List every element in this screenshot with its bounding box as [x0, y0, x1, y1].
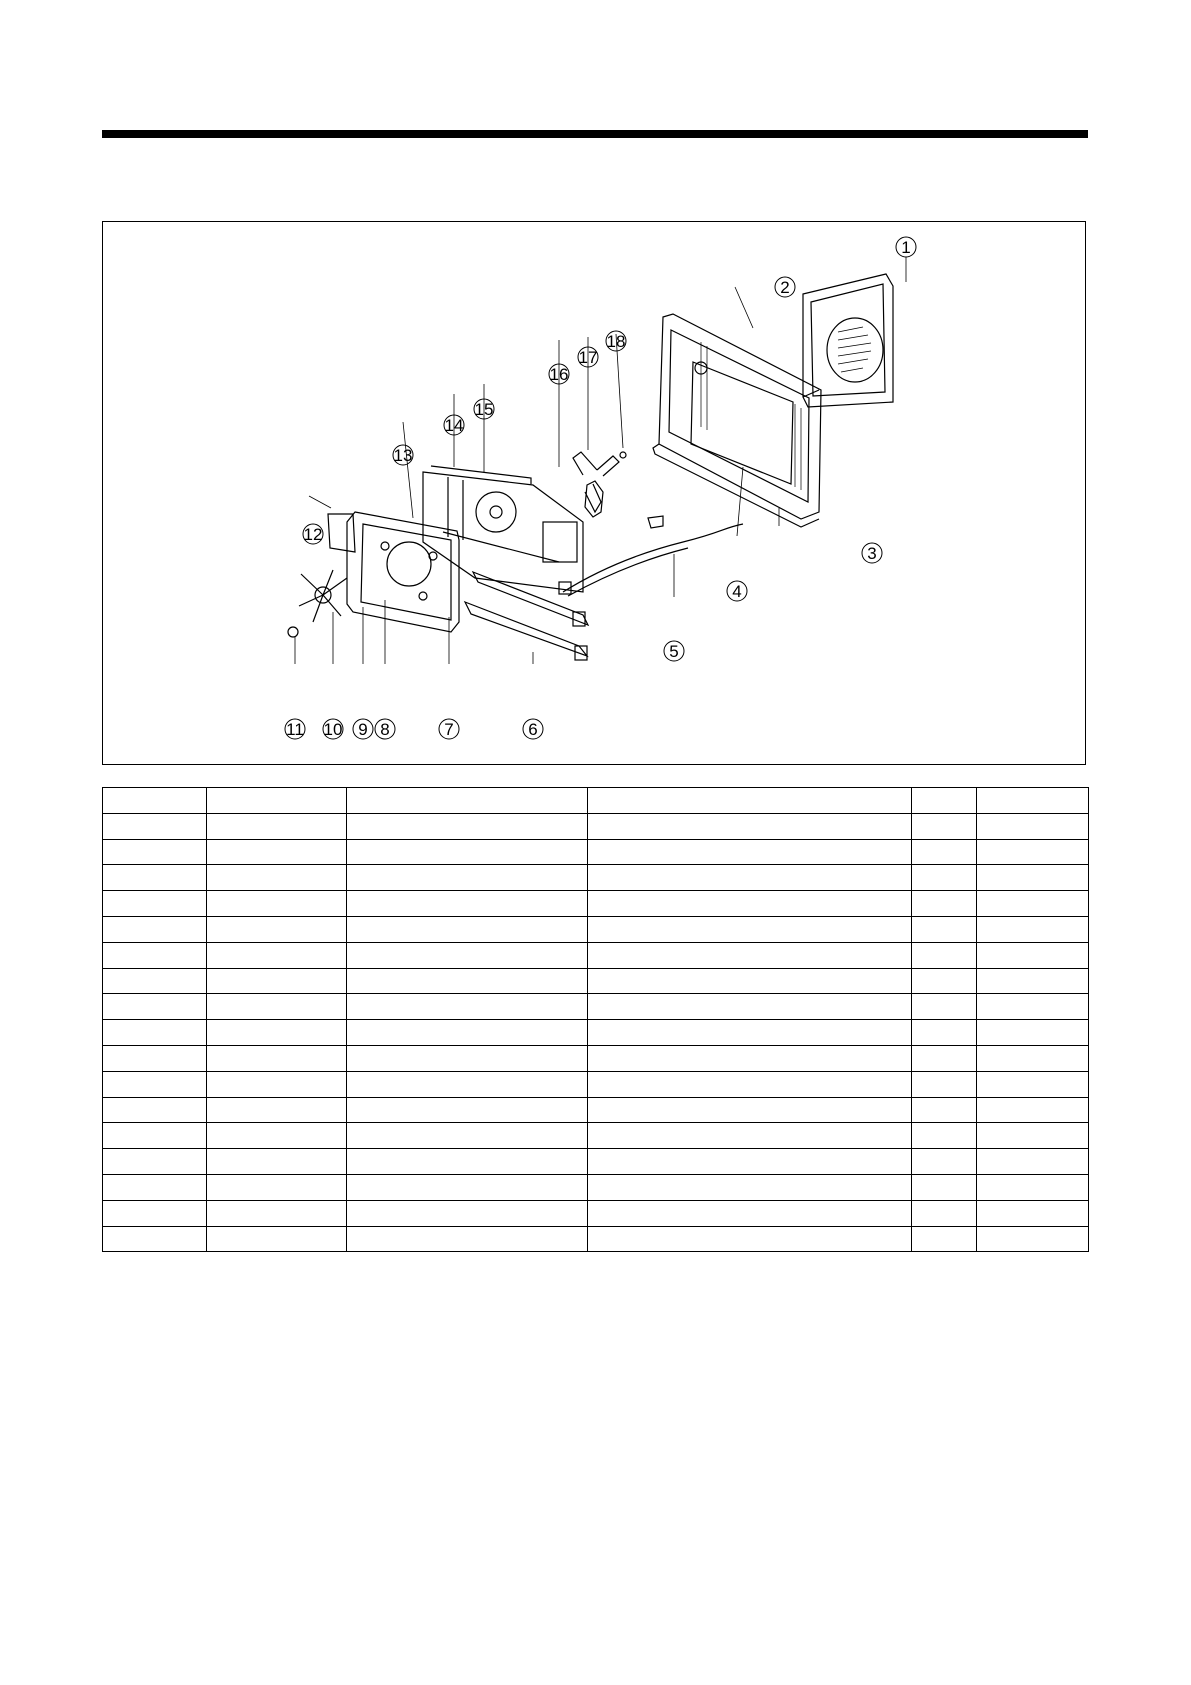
table-cell: [207, 1149, 347, 1175]
callout-14: [444, 415, 464, 435]
table-cell: [103, 1071, 207, 1097]
table-cell: [103, 839, 207, 865]
table-row: [103, 916, 1089, 942]
table-cell: [103, 994, 207, 1020]
table-cell: [977, 788, 1089, 814]
table-cell: [207, 1174, 347, 1200]
table-cell: [977, 916, 1089, 942]
svg-text:14: 14: [444, 416, 464, 435]
table-cell: [588, 1071, 912, 1097]
table-cell: [588, 813, 912, 839]
table-row: [103, 839, 1089, 865]
table-cell: [912, 1123, 977, 1149]
table-cell: [977, 1097, 1089, 1123]
table-row: [103, 968, 1089, 994]
table-cell: [207, 839, 347, 865]
table-cell: [207, 1226, 347, 1252]
table-cell: [912, 994, 977, 1020]
table-row: [103, 1097, 1089, 1123]
callout-16: [549, 364, 569, 384]
part-convection-fan: [288, 570, 347, 637]
table-cell: [103, 1020, 207, 1046]
table-cell: [207, 994, 347, 1020]
table-cell: [103, 942, 207, 968]
table-cell: [103, 1200, 207, 1226]
table-cell: [588, 788, 912, 814]
table-cell: [207, 1045, 347, 1071]
table-cell: [103, 1045, 207, 1071]
callout-12: [303, 524, 323, 544]
table-cell: [912, 1174, 977, 1200]
callout-10: [323, 719, 343, 739]
svg-text:10: 10: [323, 720, 343, 739]
table-cell: [912, 1071, 977, 1097]
callout-5: [664, 641, 684, 661]
table-cell: [588, 1045, 912, 1071]
table-cell: [912, 1226, 977, 1252]
table-cell: [347, 942, 588, 968]
callout-8: [375, 719, 395, 739]
table-cell: [588, 1020, 912, 1046]
table-cell: [588, 1123, 912, 1149]
table-row: [103, 1045, 1089, 1071]
table-cell: [977, 1200, 1089, 1226]
table-cell: [347, 891, 588, 917]
table-cell: [977, 1174, 1089, 1200]
table-cell: [103, 1174, 207, 1200]
table-cell: [347, 1045, 588, 1071]
table-cell: [103, 1149, 207, 1175]
callout-17: [578, 347, 598, 367]
table-cell: [347, 1200, 588, 1226]
table-cell: [347, 994, 588, 1020]
table-cell: [588, 891, 912, 917]
table-cell: [347, 839, 588, 865]
table-cell: [977, 994, 1089, 1020]
table-cell: [912, 891, 977, 917]
parts-list-table: [102, 787, 1089, 1252]
table-row: [103, 788, 1089, 814]
table-cell: [347, 968, 588, 994]
table-row: [103, 1200, 1089, 1226]
table-cell: [977, 942, 1089, 968]
table-cell: [207, 1200, 347, 1226]
svg-text:4: 4: [732, 582, 742, 601]
part-panel: [328, 514, 355, 552]
table-cell: [977, 1149, 1089, 1175]
table-row: [103, 891, 1089, 917]
callout-4: [727, 581, 747, 601]
table-cell: [588, 865, 912, 891]
table-cell: [977, 839, 1089, 865]
table-cell: [912, 1020, 977, 1046]
table-row: [103, 1020, 1089, 1046]
table-cell: [588, 1097, 912, 1123]
exploded-view-diagram: [102, 221, 1086, 765]
callout-3: [862, 543, 882, 563]
table-cell: [103, 1226, 207, 1252]
table-cell: [588, 1226, 912, 1252]
table-cell: [347, 916, 588, 942]
table-cell: [588, 994, 912, 1020]
table-cell: [347, 1071, 588, 1097]
table-cell: [103, 916, 207, 942]
table-cell: [977, 1123, 1089, 1149]
table-cell: [912, 1200, 977, 1226]
table-cell: [588, 942, 912, 968]
parts-list-body: [103, 788, 1089, 1252]
svg-text:16: 16: [549, 365, 569, 384]
table-cell: [207, 813, 347, 839]
svg-text:13: 13: [393, 446, 413, 465]
table-cell: [103, 968, 207, 994]
table-cell: [207, 891, 347, 917]
svg-text:11: 11: [286, 720, 304, 739]
table-cell: [207, 1123, 347, 1149]
table-cell: [912, 813, 977, 839]
table-cell: [977, 1226, 1089, 1252]
table-cell: [588, 1174, 912, 1200]
table-cell: [912, 865, 977, 891]
table-row: [103, 994, 1089, 1020]
table-row: [103, 942, 1089, 968]
table-cell: [912, 968, 977, 994]
table-cell: [103, 891, 207, 917]
table-cell: [207, 942, 347, 968]
svg-text:15: 15: [474, 400, 494, 419]
svg-text:5: 5: [669, 642, 679, 661]
table-cell: [588, 968, 912, 994]
svg-text:9: 9: [358, 720, 368, 739]
table-row: [103, 1174, 1089, 1200]
table-cell: [347, 865, 588, 891]
table-cell: [347, 1174, 588, 1200]
table-cell: [207, 1071, 347, 1097]
table-row: [103, 1226, 1089, 1252]
table-row: [103, 1149, 1089, 1175]
table-cell: [347, 1149, 588, 1175]
svg-text:3: 3: [867, 544, 877, 563]
table-cell: [912, 1045, 977, 1071]
svg-text:8: 8: [380, 720, 390, 739]
table-cell: [912, 942, 977, 968]
svg-text:7: 7: [444, 720, 454, 739]
table-cell: [912, 916, 977, 942]
callout-13: [393, 445, 413, 465]
table-cell: [977, 813, 1089, 839]
table-cell: [347, 1123, 588, 1149]
table-cell: [347, 1020, 588, 1046]
table-cell: [207, 916, 347, 942]
callout-9: [353, 719, 373, 739]
table-cell: [588, 1200, 912, 1226]
table-cell: [347, 1226, 588, 1252]
table-cell: [912, 839, 977, 865]
callout-6: [523, 719, 543, 739]
table-cell: [977, 1071, 1089, 1097]
table-cell: [977, 865, 1089, 891]
table-cell: [588, 839, 912, 865]
callout-2: [775, 277, 795, 297]
part-motor-fan: [573, 452, 626, 517]
table-row: [103, 1123, 1089, 1149]
table-row: [103, 1071, 1089, 1097]
table-cell: [588, 916, 912, 942]
table-cell: [103, 1123, 207, 1149]
table-cell: [588, 1149, 912, 1175]
callout-11: [285, 719, 305, 739]
table-cell: [977, 968, 1089, 994]
table-cell: [912, 1149, 977, 1175]
table-row: [103, 865, 1089, 891]
table-cell: [103, 788, 207, 814]
callout-1: [896, 237, 916, 257]
svg-text:6: 6: [528, 720, 538, 739]
table-cell: [207, 968, 347, 994]
part-frame: [347, 512, 459, 632]
svg-text:17: 17: [578, 348, 598, 367]
table-cell: [103, 1097, 207, 1123]
table-cell: [207, 865, 347, 891]
table-cell: [977, 1045, 1089, 1071]
svg-text:1: 1: [901, 238, 911, 257]
table-cell: [207, 1020, 347, 1046]
table-cell: [103, 865, 207, 891]
svg-text:2: 2: [780, 278, 790, 297]
header-rule: [102, 130, 1088, 138]
table-cell: [912, 788, 977, 814]
table-cell: [207, 1097, 347, 1123]
table-cell: [912, 1097, 977, 1123]
table-cell: [347, 788, 588, 814]
exploded-view-drawing: [103, 222, 1087, 766]
part-outer-cavity: [653, 314, 821, 527]
table-cell: [207, 788, 347, 814]
callout-7: [439, 719, 459, 739]
callout-15: [474, 399, 494, 419]
table-cell: [977, 891, 1089, 917]
table-cell: [977, 1020, 1089, 1046]
table-row: [103, 813, 1089, 839]
table-cell: [103, 813, 207, 839]
svg-text:12: 12: [303, 525, 323, 544]
callout-18: [606, 331, 626, 351]
table-cell: [347, 813, 588, 839]
table-cell: [347, 1097, 588, 1123]
svg-text:18: 18: [606, 332, 626, 351]
